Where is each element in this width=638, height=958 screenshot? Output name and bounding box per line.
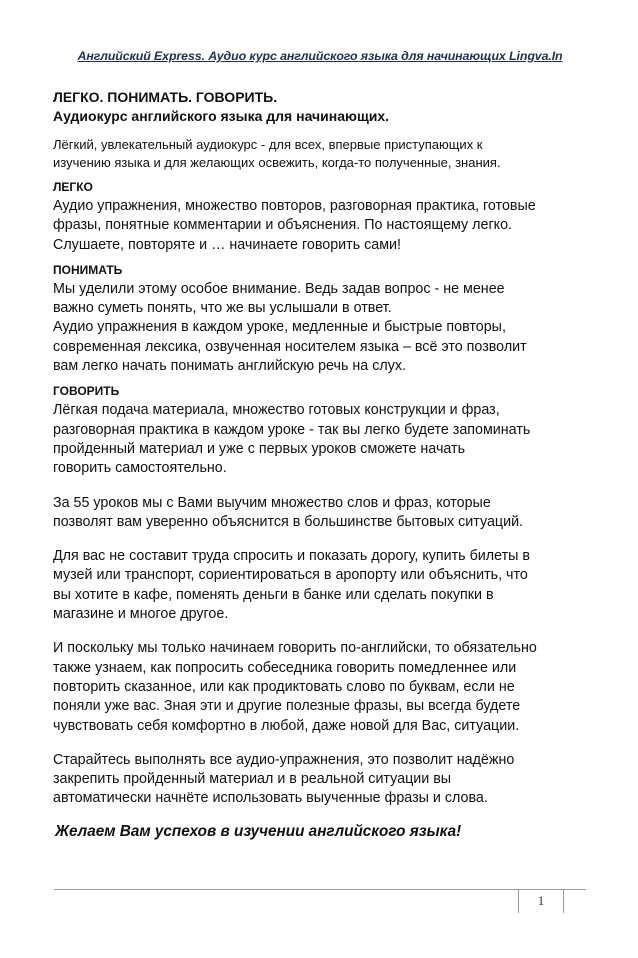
section-line: Аудио упражнения в каждом уроке, медленные и быстрые повторы, [53,319,506,336]
page-number: 1 [537,893,545,908]
paragraph-line: повторить сказанное, или как продиктовать слово по буквам, если не [53,678,515,695]
section-line: современная лексика, озвученная носителем языка – всё это позволит [53,338,527,355]
section-body [53,401,588,478]
paragraph-useful-phrases [53,639,588,735]
paragraph-line: также узнаем, как попросить собеседника говорить помедленнее или [53,659,517,676]
paragraph-exercises [53,751,588,809]
section-line: вам легко начать понимать английскую речь на слух. [53,358,406,375]
section-heading: ГОВОРИТЬ [53,384,120,399]
paragraph-situations [53,547,588,624]
section-line: Аудио упражнения, множество повторов, разговорная практика, готовые [53,198,536,214]
paragraph-line: магазине и многое другое. [53,606,229,623]
title-line-2: Аудиокурс английского языка для начинающих. [53,108,390,124]
intro-line: Лёгкий, увлекательный аудиокурс - для всех, впервые приступающих к [53,137,483,152]
section-line: Лёгкая подача материала, множество готовых конструкции и фраз, [53,402,500,419]
section-heading: ЛЕГКО [53,180,93,194]
section-line: разговорная практика в каждом уроке - так вы легко будете запоминать [53,421,531,438]
paragraph-line: Для вас не составит труда спросить и показать дорогу, купить билеты в [53,548,530,565]
section-easy [53,178,588,255]
section-heading: ПОНИМАТЬ [53,262,123,277]
paragraph-line: поняли уже вас. Зная эти и другие полезные фразы, вы всегда будете [53,698,521,715]
running-header [55,49,585,63]
section-line: Слушаете, повторяте и … начинаете говорить сами! [53,236,402,253]
section-speak [53,382,588,478]
paragraph-line: И поскольку мы только начинаем говорить по-английски, то обязательно [53,640,537,657]
section-line: говорить самостоятельно. [53,460,227,477]
paragraph-line: За 55 уроков мы с Вами выучим множество слов и фраз, которые [53,494,491,511]
page-content [53,88,588,842]
running-header-text: Английский Express. Аудио курс английского языка для начинающих Lingva.In [77,49,563,63]
section-line: важно суметь понять, что же вы услышали в ответ. [53,300,392,317]
intro-line: изучению языка и для желающих освежить, когда-то полученные, знания. [53,155,501,170]
title-line-1: ЛЕГКО. ПОНИМАТЬ. ГОВОРИТЬ. [53,89,278,105]
intro-paragraph [53,136,588,172]
footer-rule [54,889,586,890]
section-line: пройденный материал и уже с первых уроков сможете начать [53,440,466,457]
section-line: Мы уделили этому особое внимание. Ведь задав вопрос - не менее [53,280,505,297]
closing-wish: Желаем Вам успехов в изучении английского языка! [55,822,462,840]
paragraph-line: Старайтесь выполнять все аудио-упражнения, это позволит надёжно [53,751,515,768]
section-understand [53,261,588,376]
paragraph-line: автоматически начнёте использовать выученные фразы и слова. [53,790,488,807]
paragraph-lessons [53,494,588,533]
section-body [53,280,588,376]
paragraph-line: позволят вам уверенно объяснится в большинстве бытовых ситуаций. [53,513,524,530]
paragraph-line: музей или транспорт, сориентироваться в аропорту или объяснить, что [53,567,528,584]
section-body [53,197,588,255]
section-line: фразы, понятные комментарии и объяснения. По настоящему легко. [53,217,513,234]
paragraph-line: закрепить пройденный материал и в реальной ситуации вы [53,771,452,788]
paragraph-line: чувствовать себя комфортно в любой, даже новой для Вас, ситуации. [53,717,520,734]
paragraph-line: вы хотите в кафе, поменять деньги в банке или сделать покупки в [53,586,494,603]
page-number-box [518,889,564,913]
